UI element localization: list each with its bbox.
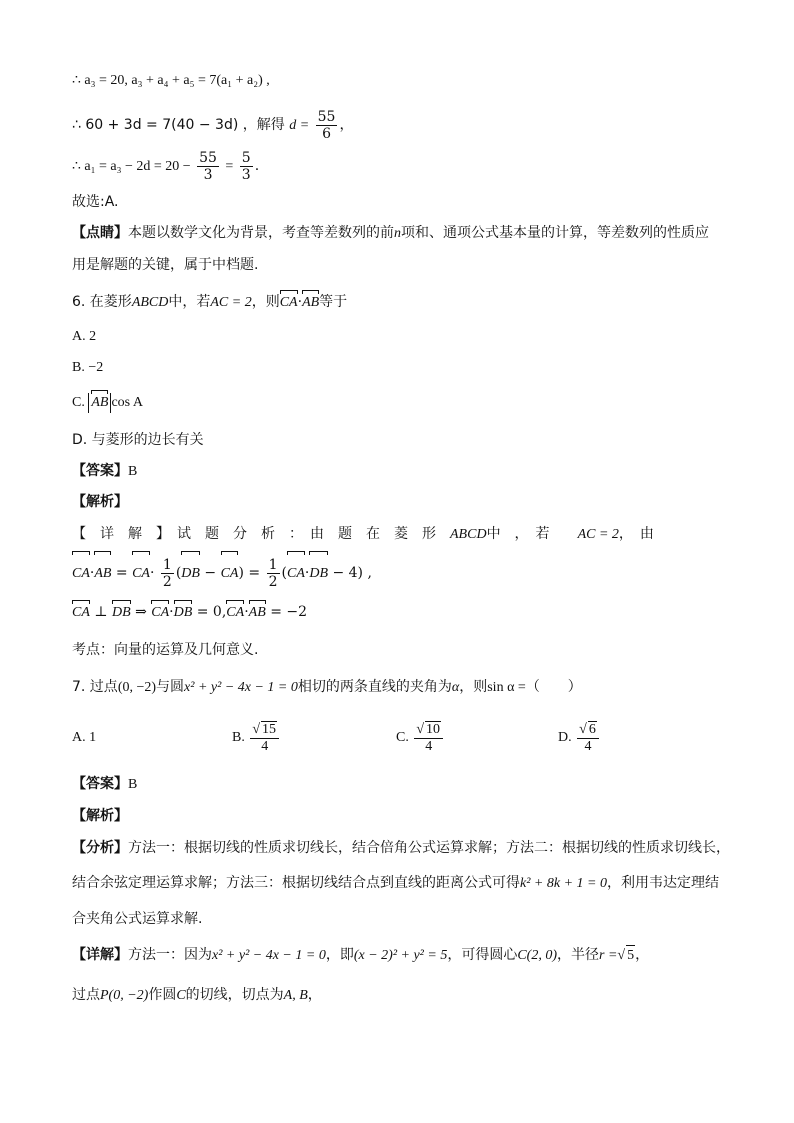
vector-CA: CA xyxy=(280,293,298,313)
q7-stem: 7. 过点(0, −2)与圆x² + y² − 4x − 1 = 0相切的两条直线的夹角为α，则sin α =（ ） xyxy=(72,679,582,695)
q6-option-a: A. 2 xyxy=(72,329,97,344)
q6-option-c: C. AB cos A xyxy=(72,393,143,413)
comment-line-2: 用是解题的关键，属于中档题. xyxy=(72,257,259,273)
q6-analysis-label: 【解析】 xyxy=(72,494,128,510)
fraction-5-3: $\frac{5}{3}$ xyxy=(241,149,251,183)
q7-analysis-label: 【解析】 xyxy=(72,808,128,824)
q7-option-c: C. $\frac{√ 10}{4}$ xyxy=(396,716,445,760)
q7-xiangjie-line-2: 过点P(0, −2)作圆C的切线，切点为A, B， xyxy=(72,987,322,1003)
q7-fenxi-line-2: 结合余弦定理运算求解；方法三：根据切线结合点到直线的距离公式可得k² + 8k + 1 = 0，利用韦达定理结 xyxy=(72,875,719,891)
q7-fenxi-line-3: 合夹角公式运算求解. xyxy=(72,911,203,927)
q7-fenxi-line-1: 【分析】方法一：根据切线的性质求切线长，结合倍角公式运算求解；方法二：根据切线的性质求切线长， xyxy=(72,840,730,856)
derivation-line-2: ∴ 60 + 3d = 7(40 − 3d) ，解得 d = $\frac{55}{6}$ ， xyxy=(72,108,354,142)
q7-option-a: A. 1 xyxy=(72,730,97,745)
answer-choice-text: 故选:A. xyxy=(72,194,119,210)
q6-answer: 【答案】B xyxy=(72,463,138,479)
derivation-line-1: ∴ a₃ = 20, a₃ + a₄ + a₅ = 7(a₁ + a₂) , xyxy=(72,73,270,88)
vector-AB: AB xyxy=(302,293,319,313)
abs-vector-AB: AB xyxy=(88,393,111,413)
derivation-line-3: ∴ a₁ = a₃ − 2d = 20 − $\frac{55}{3}$ = $\frac{5}{3}$ . xyxy=(72,149,260,183)
comment-line-1: 【点睛】本题以数学文化为背景，考查等差数列的前n项和、通项公式基本量的计算，等差数列的性质应 xyxy=(72,225,709,241)
q6-stem: 6. 在菱形ABCD中，若AC = 2，则CA·AB等于 xyxy=(72,292,347,313)
q6-detail-equation-2: CA ⊥ DB ⇒ CA·DB = 0,CA·AB = −2 xyxy=(72,602,307,623)
q7-option-d: D. $\frac{√ 6}{4}$ xyxy=(558,716,601,760)
q7-answer: 【答案】B xyxy=(72,776,138,792)
fraction-55-3: $\frac{55}{3}$ xyxy=(199,149,217,183)
q7-xiangjie-line-1: 【详解】方法一：因为x² + y² − 4x − 1 = 0，即(x − 2)² + y² = 5，可得圆心C(2, 0)，半径r =√ 5， xyxy=(72,945,649,966)
q6-option-b: B. −2 xyxy=(72,360,104,375)
q6-detail-line-1: 【 详 解 】 试 题 分 析 ： 由 题 在 菱 形 ABCD中 ， 若 AC = 2， 由 xyxy=(72,526,654,542)
q6-option-d: D. 与菱形的边长有关 xyxy=(72,432,204,448)
q7-option-b: B. $\frac{√ 15}{4}$ xyxy=(232,716,281,760)
q6-kaodian: 考点：向量的运算及几何意义. xyxy=(72,642,259,658)
fraction-55-6: $\frac{55}{6}$ xyxy=(317,108,336,142)
q6-detail-equation-1: CA·AB = CA· $\frac{1}{2}$ (DB − CA) = $\frac{1}{2}$ (CA·DB − 4) , xyxy=(72,553,372,594)
